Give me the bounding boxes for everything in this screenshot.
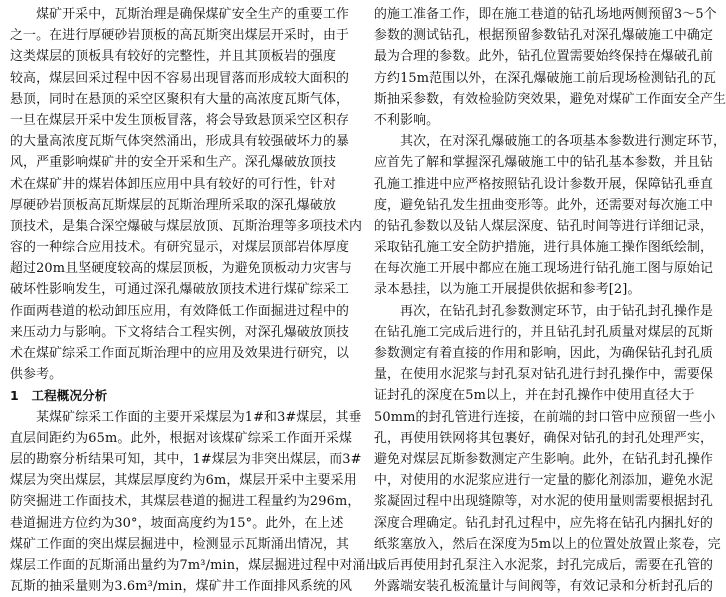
text-line: 采取钻孔施工安全防护措施，进行具体施工操作图纸绘制， bbox=[374, 240, 714, 256]
text-line: 浆凝固过程中出现缝隙等，对水泥的使用量则需要根据封孔 bbox=[374, 494, 714, 510]
text-line: 中，对使用的水泥浆应进行一定量的膨化剂添加，避免水泥 bbox=[374, 473, 714, 489]
text-line: 术在煤矿综采工作面瓦斯治理中的应用及效果进行研究，以 bbox=[10, 346, 350, 361]
text-line: 直层间距约为65m。此外，根据对该煤矿综采工作面开采煤 bbox=[10, 430, 353, 446]
text-line: 成后再使用封孔泵注入水泥浆，封孔完成后，需要在孔管的 bbox=[374, 557, 714, 573]
section-heading: 1 工程概况分析 bbox=[10, 388, 108, 404]
text-line: 再次，在钻孔封孔参数测定环节，由于钻孔封孔操作是 bbox=[374, 303, 714, 319]
text-line: 巷道掘进方位约为30°，坡面高度约为15°。此外，在上述 bbox=[10, 515, 344, 531]
text-line: 纸浆塞放入，然后在深度为5m以上的位置处放置止浆卷，完 bbox=[374, 536, 721, 552]
text-line: 供参考。 bbox=[10, 367, 63, 383]
preparation-paragraph bbox=[374, 4, 726, 131]
right-column bbox=[374, 4, 726, 597]
text-line: 录本悬挂，以为施工开展提供依据和参考[2]。 bbox=[374, 282, 641, 298]
text-line: 作面两巷道的松动卸压应用，有效降低工作面掘进过程中的 bbox=[10, 303, 350, 319]
text-line: 容的一种综合应用技术。有研究显示，对煤层顶部岩体厚度 bbox=[10, 240, 350, 256]
text-line: 煤层工作面的瓦斯涌出量约为7m³/min，煤层掘进过程中对涌出 bbox=[10, 557, 379, 573]
text-line: 其次，在对深孔爆破施工的各项基本参数进行测定环节， bbox=[374, 134, 726, 150]
text-line: 参数测定有着直接的作用和影响，因此，为确保钻孔封孔质 bbox=[374, 346, 714, 361]
text-line: 某煤矿综采工作面的主要开采煤层为1#和3#煤层，其垂 bbox=[10, 409, 362, 425]
text-line: 在钻孔施工完成后进行的，并且钻孔封孔质量对煤层的瓦斯 bbox=[374, 324, 714, 340]
text-line: 最为合理的参数。此外，钻孔位置需要始终保持在爆破孔前 bbox=[374, 49, 714, 65]
text-line: 应首先了解和掌握深孔爆破施工中的钻孔基本参数，并且钻 bbox=[374, 155, 714, 171]
text-line: 50mm的封孔管进行连接，在前端的封口管中应预留一些小 bbox=[374, 409, 716, 425]
text-line: 悬顶，同时在悬顶的采空区聚积有大量的高浓度瓦斯气体， bbox=[10, 91, 350, 107]
text-line: 煤层为突出煤层，其煤层厚度约为6m，煤层开采中主要采用 bbox=[10, 473, 357, 489]
engineering-overview-paragraph bbox=[10, 407, 379, 597]
text-line: 煤矿开采中，瓦斯治理是确保煤矿安全生产的重要工作 bbox=[10, 7, 350, 22]
text-line: 风，严重影响煤矿井的安全开采和生产。深孔爆破放顶技 bbox=[10, 155, 337, 171]
text-line: 孔施工推进中应严格按照钻孔设计参数开展，保障钻孔垂直 bbox=[374, 176, 714, 192]
text-line: 度，避免钻孔发生扭曲变形等。此外，还需要对每次施工中 bbox=[374, 197, 714, 213]
text-line: 不利影响。 bbox=[374, 112, 440, 128]
sealing-paragraph bbox=[374, 301, 721, 597]
text-line: 厚硬砂岩顶板高瓦斯煤层的瓦斯治理所采取的深孔爆破放 bbox=[10, 197, 337, 213]
text-line: 证封孔的深度在5m以上，并在封孔操作中使用直径大于 bbox=[374, 388, 695, 404]
text-line: 深度合理确定。钻孔封孔过程中，应先将在钻孔内捆扎好的 bbox=[374, 515, 714, 531]
text-line: 方约15m范围以外，在深孔爆破施工前后现场检测钻孔的瓦 bbox=[374, 70, 717, 86]
text-line: 瓦斯的抽采量则为3.6m³/min，煤矿井工作面排风系统的风 bbox=[10, 579, 353, 595]
text-line: 斯抽采参数，有效检验防突效果，避免对煤矿工作面安全产生 bbox=[374, 91, 726, 107]
text-line: 顶技术，是集合深空爆破与煤层放顶、瓦斯治理等多项技术内 bbox=[10, 218, 363, 234]
text-line: 术在煤矿井的煤岩体卸压应用中具有较好的可行性，针对 bbox=[10, 176, 337, 192]
text-line: 的钻孔参数以及钻人煤层深度、钻孔时间等进行详细记录， bbox=[374, 218, 714, 234]
text-line: 煤矿工作面的突出煤层掘进中，检测显示瓦斯涌出情况，其 bbox=[10, 536, 350, 552]
text-line: 防突掘进工作面技术，其煤层巷道的掘进工程量约为296m， bbox=[10, 494, 361, 510]
text-line: 外露端安装孔板流量计与间阀等，有效记录和分析封孔后的 bbox=[374, 579, 714, 595]
text-line: 的大量高浓度瓦斯气体突然涌出，形成具有较强破坏力的暴 bbox=[10, 134, 350, 150]
left-column bbox=[10, 4, 379, 597]
text-line: 在每次施工开展中都应在施工现场进行钻孔施工图与原始记 bbox=[374, 261, 714, 277]
text-line: 参数的测试钻孔，根据预留参数钻孔对深孔爆破施工中确定 bbox=[374, 28, 714, 44]
text-line: 的施工准备工作，即在施工巷道的钻孔场地两侧预留3～5个 bbox=[374, 7, 717, 22]
text-line: 孔，再使用铁网将其包裹好，确保对钻孔的封孔处理严实， bbox=[374, 430, 714, 446]
text-line: 层的勘察分析结果可知，其中，1#煤层为非突出煤层，而3# bbox=[10, 451, 362, 467]
text-line: 较高，煤层回采过程中因不容易出现冒落而形成较大面积的 bbox=[10, 70, 350, 86]
text-line: 避免对煤层瓦斯参数测定产生影响。此外，在钻孔封孔操作 bbox=[374, 451, 714, 467]
text-line: 来压动力与影响。下文将结合工程实例，对深孔爆破放顶技 bbox=[10, 324, 350, 340]
text-line: 破坏性影响发生，可通过深孔爆破放顶技术进行煤矿综采工 bbox=[10, 282, 350, 298]
text-line: 超过20m且坚硬度较高的煤层顶板，为避免顶板动力灾害与 bbox=[10, 261, 353, 277]
drilling-parameters-paragraph bbox=[374, 131, 726, 301]
text-line: 之一。在进行厚硬砂岩顶板的高瓦斯突出煤层开采时，由于 bbox=[10, 28, 350, 44]
text-line: 一旦在煤层开采中发生顶板冒落，将会导致悬顶采空区积存 bbox=[10, 112, 350, 128]
text-line: 这类煤层的顶板具有较好的完整性，并且其顶板岩的强度 bbox=[10, 49, 337, 65]
intro-paragraph bbox=[10, 4, 363, 385]
text-line: 量，在使用水泥浆与封孔泵对钻孔进行封孔操作中，需要保 bbox=[374, 367, 714, 383]
